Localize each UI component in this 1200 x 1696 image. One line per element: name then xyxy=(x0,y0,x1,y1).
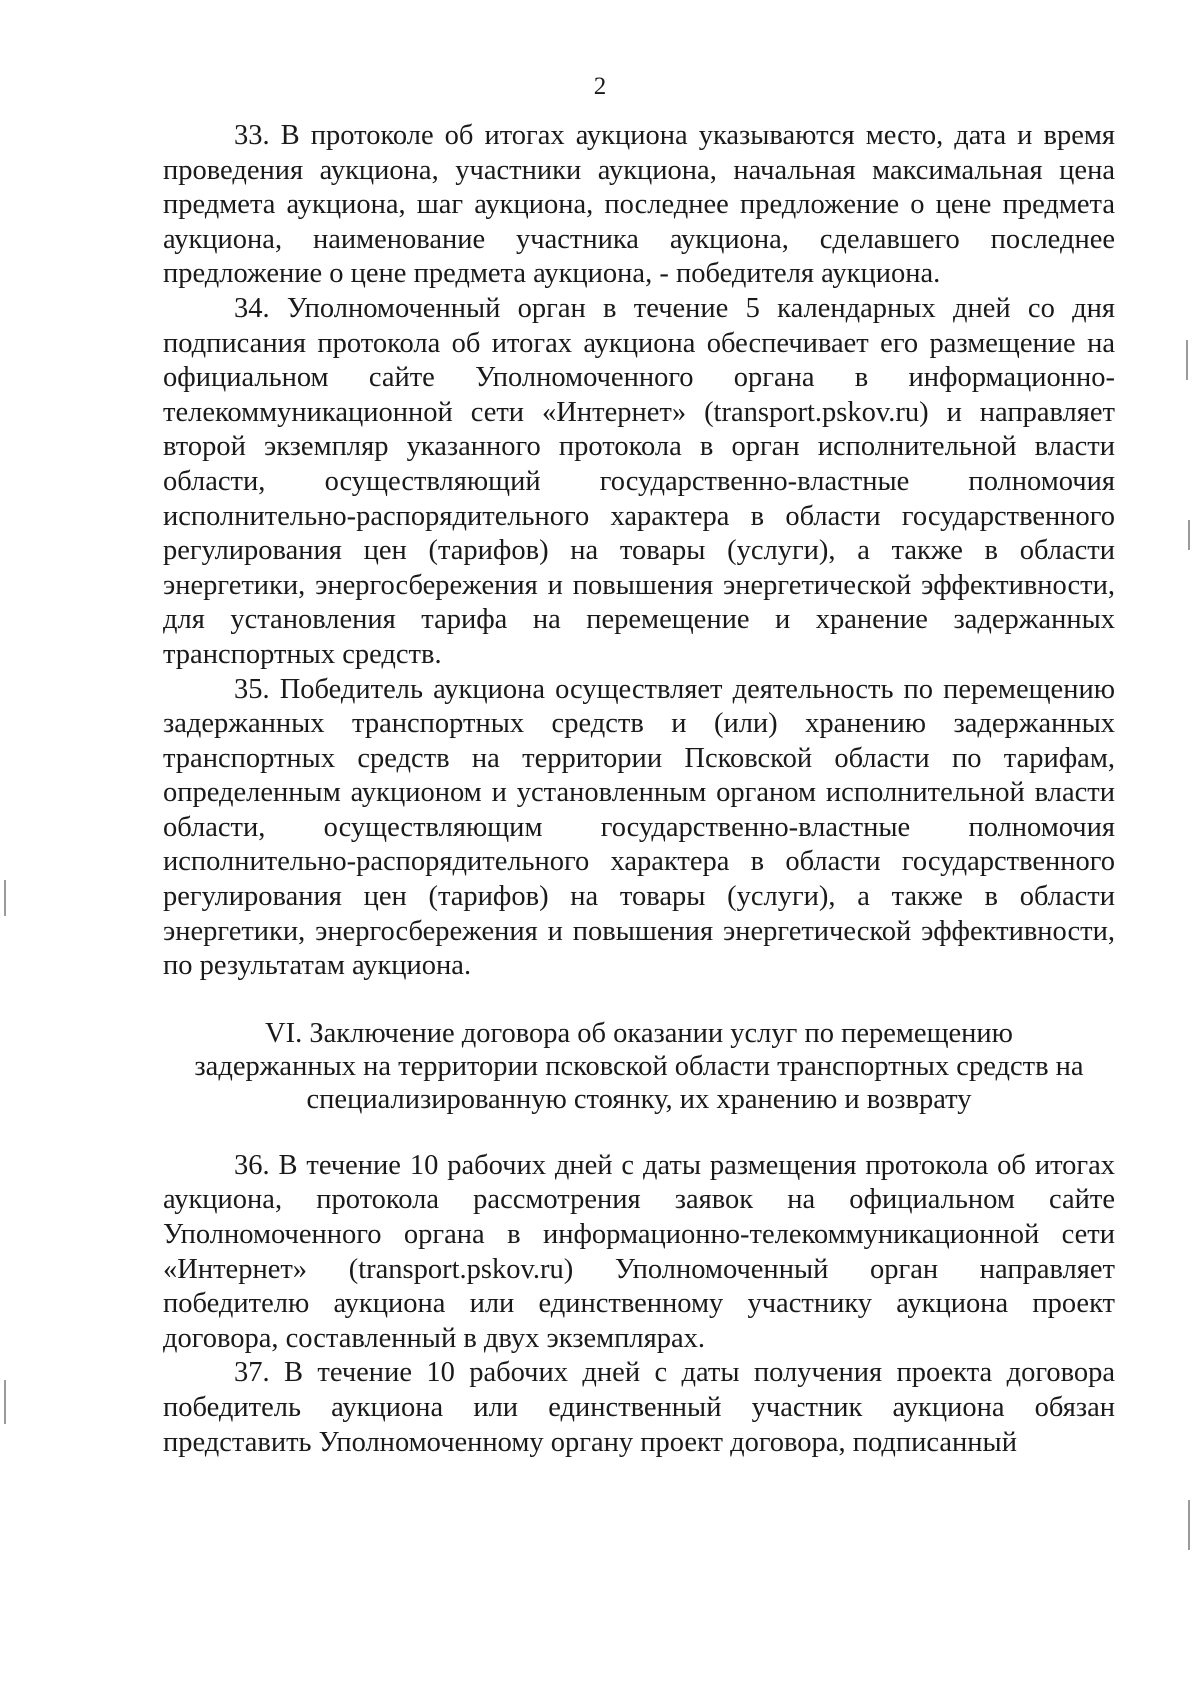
scan-artifact xyxy=(1188,1500,1190,1550)
section-heading xyxy=(163,1017,1115,1116)
paragraph-37: 37. В течение 10 рабочих дней с даты получения проекта договора победитель аукциона или единственный участник аукциона обязан представить Уполномоченному органу проект договора, подписанный xyxy=(163,1357,1115,1458)
scan-artifact xyxy=(4,1380,6,1424)
paragraph-33: 33. В протоколе об итогах аукциона указываются место, дата и время проведения аукциона, участники аукциона, начальная максимальная цена предмета аукциона, шаг аукциона, последнее предложение о цене предмета аукциона, наименование участника аукциона, сделавшего последнее предложение о цене предмета аукциона, - победителя аукциона. xyxy=(163,120,1115,290)
section-heading-line: VI. Заключение договора об оказании услуг по перемещению xyxy=(265,1017,1013,1049)
document-body xyxy=(163,119,1115,1460)
section-heading-line: задержанных на территории псковской области транспортных средств на xyxy=(194,1050,1084,1082)
paragraph-34: 34. Уполномоченный орган в течение 5 календарных дней со дня подписания протокола об итогах аукциона обеспечивает его размещение на официальном сайте Уполномоченного органа в информационно-телекоммуникационной сети «Интернет» (transport.pskov.ru) и направляет второй экземпляр указанного протокола в орган исполнительной власти области, осуществляющий государственно-властные полномочия исполнительно-распорядительного характера в области государственного регулирования цен (тарифов) на товары (услуги), а также в области энергетики, энергосбережения и повышения энергетической эффективности, для установления тарифа на перемещение и хранение задержанных транспортных средств. xyxy=(163,292,1115,670)
scan-artifact xyxy=(1188,520,1190,550)
section-heading-line: специализированную стоянку, их хранению и возврату xyxy=(306,1083,972,1115)
paragraph-35: 35. Победитель аукциона осуществляет деятельность по перемещению задержанных транспортных средств и (или) хранению задержанных транспортных средств на территории Псковской области по тарифам, определенным аукционом и установленным органом исполнительной власти области, осуществляющим государственно-властные полномочия исполнительно-распорядительного характера в области государственного регулирования цен (тарифов) на товары (услуги), а также в области энергетики, энергосбережения и повышения энергетической эффективности, по результатам аукциона. xyxy=(163,673,1115,982)
scan-artifact xyxy=(1186,340,1188,380)
paragraph-36: 36. В течение 10 рабочих дней с даты размещения протокола об итогах аукциона, протокола рассмотрения заявок на официальном сайте Уполномоченного органа в информационно-телекоммуникационной сети «Интернет» (transport.pskov.ru) Уполномоченный орган направляет победителю аукциона или единственному участнику аукциона проект договора, составленный в двух экземплярах. xyxy=(163,1149,1115,1354)
page-number: 2 xyxy=(593,73,607,100)
scan-artifact xyxy=(4,880,6,916)
